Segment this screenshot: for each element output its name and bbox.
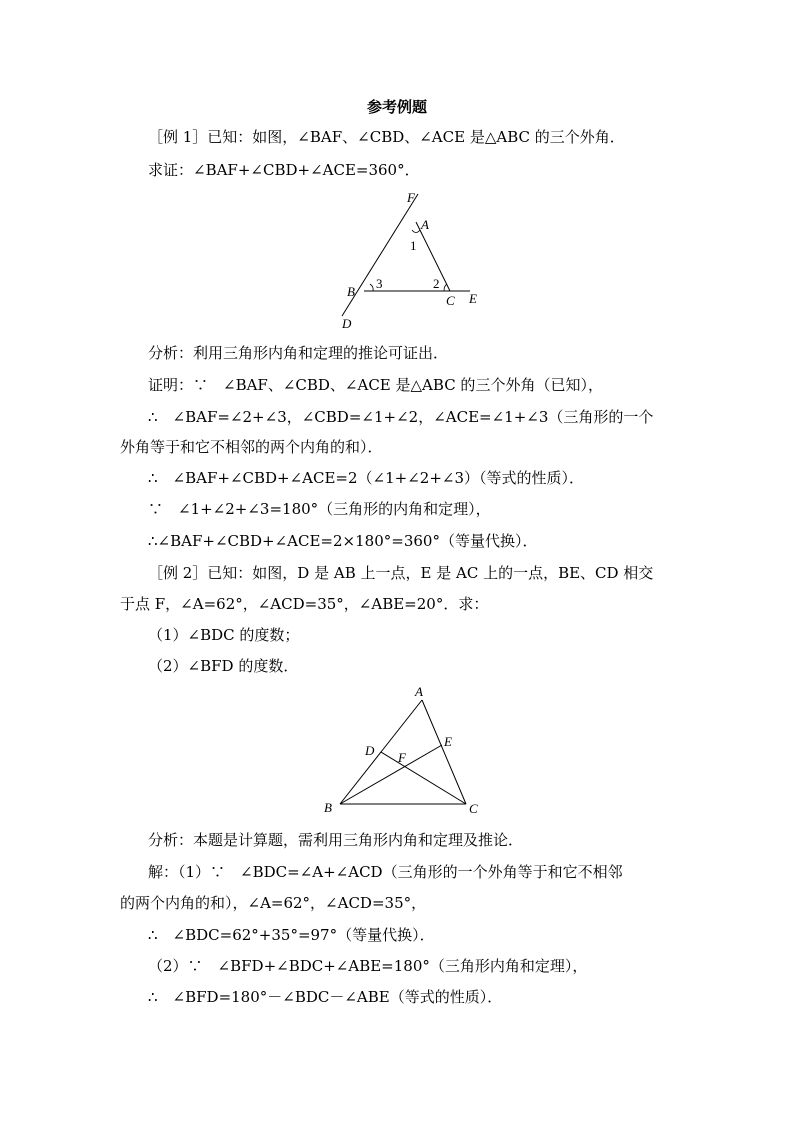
text-line: （2）∠BFD 的度数． bbox=[148, 657, 299, 675]
text-line: ［例 2］已知：如图，D 是 AB 上一点，E 是 AC 上的一点，BE、CD 相交 bbox=[148, 564, 654, 582]
text-line: 分析：利用三角形内角和定理的推论可证出． bbox=[148, 344, 449, 362]
text-line: ∴ ∠BDC=62°+35°=97°（等量代换）． bbox=[148, 926, 435, 944]
text-line: ∴∠BAF+∠CBD+∠ACE=2×180°=360°（等量代换）． bbox=[148, 532, 538, 550]
figure-triangle-exterior-angles bbox=[330, 188, 510, 333]
label-A: A bbox=[421, 217, 429, 232]
label-A: A bbox=[415, 684, 423, 699]
label-B: B bbox=[324, 800, 332, 815]
label-D: D bbox=[365, 743, 375, 758]
text-line: （1）∠BDC 的度数； bbox=[148, 626, 300, 644]
label-D: D bbox=[342, 316, 352, 331]
text-line: ∵ ∠1+∠2+∠3=180°（三角形的内角和定理）， bbox=[148, 500, 491, 518]
angle-arc-3 bbox=[370, 284, 373, 291]
text-line: ∴ ∠BFD=180°－∠BDC－∠ABE（等式的性质）． bbox=[148, 988, 503, 1006]
page-title: 参考例题 bbox=[366, 98, 427, 116]
figure-triangle-cevians bbox=[318, 682, 488, 822]
segment-CD bbox=[381, 752, 466, 804]
text-line: 于点 F，∠A=62°，∠ACD=35°，∠ABE=20°．求： bbox=[120, 595, 489, 613]
label-F: F bbox=[398, 750, 406, 765]
text-line: （2）∵ ∠BFD+∠BDC+∠ABE=180°（三角形内角和定理）， bbox=[148, 957, 588, 975]
text-line: 解：（1）∵ ∠BDC=∠A+∠ACD（三角形的一个外角等于和它不相邻 bbox=[148, 863, 623, 881]
text-line: 求证：∠BAF+∠CBD+∠ACE=360°． bbox=[148, 161, 420, 179]
text-line: 分析：本题是计算题，需利用三角形内角和定理及推论． bbox=[148, 831, 524, 849]
label-F: F bbox=[407, 190, 415, 205]
side-AC bbox=[422, 700, 466, 804]
text-line: 外角等于和它不相邻的两个内角的和）． bbox=[120, 438, 383, 456]
label-3: 3 bbox=[376, 276, 383, 291]
text-line: ［例 1］已知：如图，∠BAF、∠CBD、∠ACE 是△ABC 的三个外角． bbox=[148, 128, 625, 146]
label-1: 1 bbox=[410, 238, 417, 253]
text-line: ∴ ∠BAF+∠CBD+∠ACE=2（∠1+∠2+∠3）（等式的性质）． bbox=[148, 469, 585, 487]
text-line: 的两个内角的和），∠A=62°，∠ACD=35°， bbox=[120, 894, 427, 912]
text-line: 证明：∵ ∠BAF、∠CBD、∠ACE 是△ABC 的三个外角（已知）， bbox=[148, 376, 603, 394]
label-B: B bbox=[347, 284, 355, 299]
segment-BE bbox=[340, 745, 442, 804]
text-line: ∴ ∠BAF=∠2+∠3，∠CBD=∠1+∠2，∠ACE=∠1+∠3（三角形的一个 bbox=[148, 408, 654, 426]
label-C: C bbox=[446, 293, 455, 308]
label-E: E bbox=[444, 734, 452, 749]
label-2: 2 bbox=[433, 276, 440, 291]
angle-arc-1 bbox=[412, 230, 420, 233]
label-C: C bbox=[469, 801, 478, 816]
label-E: E bbox=[469, 291, 477, 306]
